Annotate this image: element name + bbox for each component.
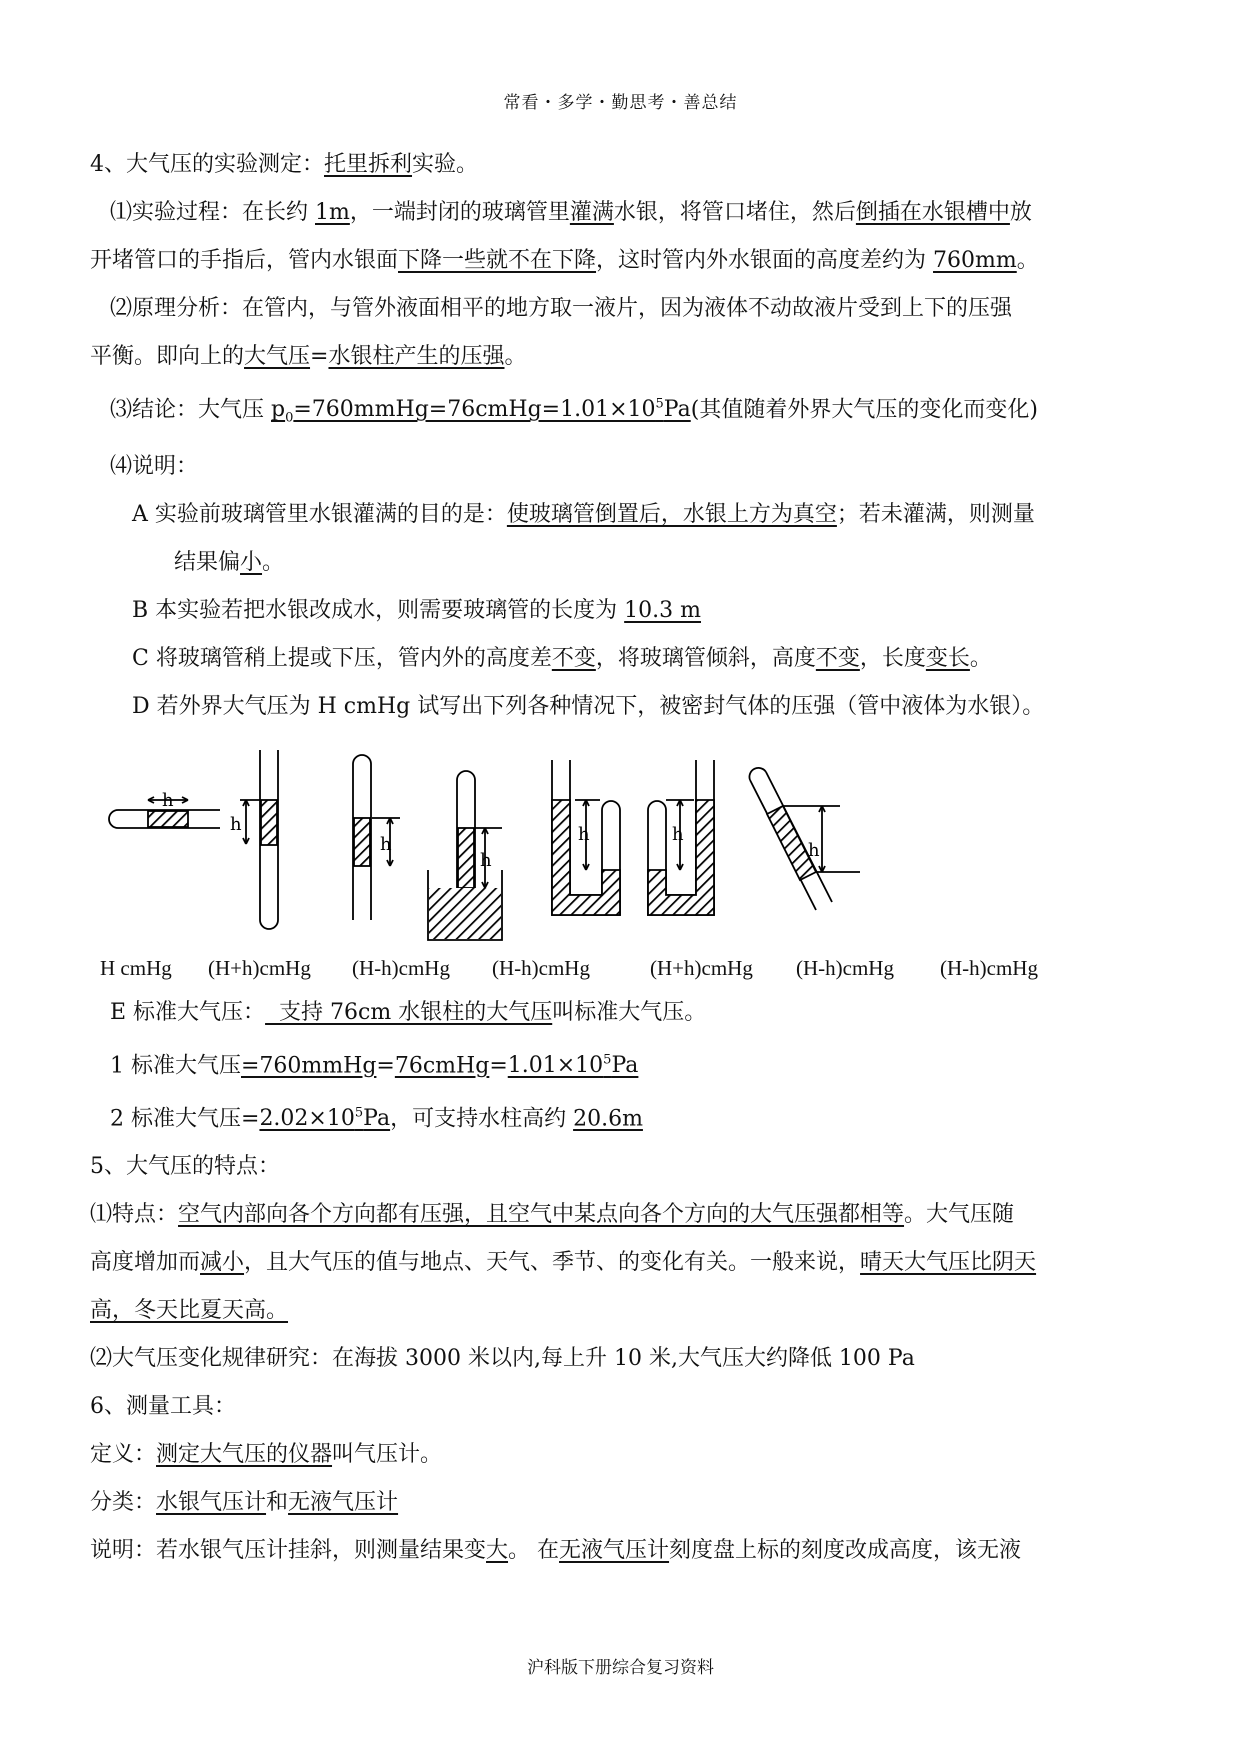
text: ，这时管内外水银面的高度差约为 xyxy=(596,248,934,273)
answer-blank: 小 xyxy=(240,549,263,575)
variation-rule: ⑵大气压变化规律研究：在海拔 3000 米以内,每上升 10 米,大气压大约降低 100 Pa xyxy=(90,1346,915,1372)
text: 叫标准大气压。 xyxy=(552,999,707,1025)
barometer-definition xyxy=(90,1440,1156,1469)
note-d: D 若外界大气压为 H cmHg 试写出下列各种情况下，被密封气体的压强（管中液体为水银）。 xyxy=(132,693,1045,719)
text: 高度增加而 xyxy=(90,1250,201,1276)
section-5-title: 5、大气压的特点： xyxy=(90,1154,280,1180)
superscript: 5 xyxy=(655,397,664,412)
answer-blank: 倒插在水银槽中 xyxy=(855,200,1010,225)
pressure-results-row xyxy=(90,950,1156,990)
diagram-label: h xyxy=(162,789,174,811)
text: ⑶结论：大气压 xyxy=(110,397,271,423)
text: 。 xyxy=(969,645,992,671)
diagram-inclined-tube xyxy=(749,768,860,910)
result-1: H cmHg xyxy=(100,955,172,980)
text: 放 xyxy=(1009,200,1032,225)
text: 2.02×10 xyxy=(259,1106,355,1132)
answer-blank: 760mm xyxy=(933,248,1017,273)
diagram-vertical-tube-inverted xyxy=(230,750,278,929)
superscript: 5 xyxy=(603,1052,612,1068)
answer-blank: 变长 xyxy=(925,645,970,671)
answer-blank: 76cmHg xyxy=(394,1053,490,1079)
tube-diagrams-svg xyxy=(100,740,1100,950)
standard-pressure-definition xyxy=(90,998,1156,1027)
text: 分类： xyxy=(90,1490,157,1516)
answer-blank: 支持 76cm 水银柱的大气压 xyxy=(265,999,553,1025)
answer-blank xyxy=(259,1106,390,1131)
note-a-line-1 xyxy=(90,500,1156,529)
answer-blank: 测定大气压的仪器 xyxy=(156,1442,333,1468)
diagram-tube-in-trough xyxy=(428,771,502,940)
diagram-label: h xyxy=(480,849,492,871)
text: =760mmHg=76cmHg=1.01×10 xyxy=(293,397,656,423)
text: 和 xyxy=(266,1490,289,1516)
answer-blank: 不变 xyxy=(815,645,860,671)
result-6: (H-h)cmHg xyxy=(796,955,894,980)
answer-blank: 大 xyxy=(486,1538,509,1564)
answer-blank xyxy=(508,1053,639,1078)
answer-blank: 无液气压计 xyxy=(288,1490,399,1516)
principle-line-2 xyxy=(90,342,1156,371)
text: ，长度 xyxy=(859,645,926,671)
answer-blank: 托里拆利 xyxy=(324,152,413,177)
text: 1 标准大气压 xyxy=(110,1053,241,1079)
answer-blank: 水银柱产生的压强 xyxy=(328,344,505,369)
text: 刻度盘上标的刻度改成高度，该无液 xyxy=(669,1538,1022,1564)
answer-blank: 大气压 xyxy=(244,344,311,369)
text: 水银，将管口堵住，然后 xyxy=(613,200,856,225)
document-body xyxy=(90,150,1156,1584)
barometer-classification xyxy=(90,1488,1156,1517)
text: ，可支持水柱高约 xyxy=(390,1106,574,1132)
text: A 实验前玻璃管里水银灌满的目的是： xyxy=(132,501,507,527)
one-atm-line xyxy=(90,1046,1156,1080)
diagram-label: h xyxy=(230,813,242,835)
conclusion-line xyxy=(90,390,1156,433)
text: 开堵管口的手指后，管内水银面 xyxy=(90,248,399,273)
superscript: 5 xyxy=(354,1106,364,1122)
text: 。 xyxy=(1016,248,1039,273)
features-line-2 xyxy=(90,1248,1156,1277)
diagram-u-tube-1 xyxy=(552,760,620,915)
text: Pa xyxy=(611,1053,639,1079)
result-3: (H-h)cmHg xyxy=(352,955,450,980)
text: 定义： xyxy=(90,1442,157,1468)
text: 。大气压随 xyxy=(904,1202,1015,1228)
explanation-heading: ⑷说明： xyxy=(110,453,199,479)
section-4-title xyxy=(90,150,1156,179)
tube-diagrams xyxy=(90,740,1156,950)
text: Pa xyxy=(363,1106,391,1132)
answer-blank: 空气内部向各个方向都有压强，且空气中某点向各个方向的大气压强都相等 xyxy=(178,1202,905,1228)
answer-blank: 20.6m xyxy=(573,1106,643,1132)
diagram-u-tube-2 xyxy=(648,760,714,915)
page-footer: 沪科版下册综合复习资料 xyxy=(527,1658,714,1678)
text: Pa xyxy=(663,397,691,423)
diagram-label: h xyxy=(380,833,392,855)
answer-blank: 1m xyxy=(315,200,350,225)
answer-blank: 使玻璃管倒置后，水银上方为真空 xyxy=(506,501,837,527)
result-4: (H-h)cmHg xyxy=(492,955,590,980)
text: ；若未灌满，则测量 xyxy=(836,501,1035,527)
result-7: (H-h)cmHg xyxy=(940,955,1038,980)
experiment-process-line-1 xyxy=(90,198,1156,227)
text: ，一端封闭的玻璃管里 xyxy=(349,200,570,225)
answer-blank: 不变 xyxy=(551,645,596,671)
diagram-label: h xyxy=(672,823,684,845)
result-5: (H+h)cmHg xyxy=(650,955,753,980)
text: = xyxy=(310,344,329,369)
text: 2 标准大气压= xyxy=(110,1106,260,1132)
text: C 将玻璃管稍上提或下压，管内外的高度差 xyxy=(132,645,552,671)
answer-blank: 无液气压计 xyxy=(559,1538,670,1564)
text: ⑴实验过程：在长约 xyxy=(110,200,315,225)
text: 。 在 xyxy=(508,1538,560,1564)
diagram-label: h xyxy=(808,839,820,861)
subscript: 0 xyxy=(285,410,294,426)
text: B 本实验若把水银改成水，则需要玻璃管的长度为 xyxy=(132,597,625,623)
experiment-process-line-2 xyxy=(90,246,1156,275)
text: (其值随着外界大气压的变化而变化) xyxy=(690,397,1038,423)
answer-blank: 晴天大气压比阴天 xyxy=(860,1250,1037,1276)
diagram-vertical-tube-closed-top xyxy=(353,755,400,920)
text: E 标准大气压： xyxy=(110,999,266,1025)
answer-blank: 水银气压计 xyxy=(156,1490,267,1516)
text: 平衡。即向上的 xyxy=(90,344,245,369)
result-2: (H+h)cmHg xyxy=(208,955,311,980)
note-c xyxy=(90,644,1156,673)
text: 。 xyxy=(504,344,527,369)
answer-blank xyxy=(271,397,691,426)
answer-blank: 减小 xyxy=(200,1250,245,1276)
text: ⑴特点： xyxy=(90,1202,179,1228)
answer-blank: 灌满 xyxy=(569,200,614,225)
text: 。 xyxy=(262,549,285,575)
text: 1.01×10 xyxy=(507,1053,604,1079)
text: 4、大气压的实验测定： xyxy=(90,152,324,177)
text: p xyxy=(271,397,286,423)
text: 叫气压计。 xyxy=(332,1442,443,1468)
diagram-label: h xyxy=(578,823,590,845)
text: ，将玻璃管倾斜，高度 xyxy=(595,645,816,671)
page-header: 常看・多学・勤思考・善总结 xyxy=(503,93,738,113)
answer-blank: 下降一些就不在下降 xyxy=(398,248,597,273)
diagram-horizontal-tube xyxy=(109,790,220,828)
note-b xyxy=(90,596,1156,625)
text: = xyxy=(489,1053,508,1079)
text: 实验。 xyxy=(412,152,479,177)
barometer-note xyxy=(90,1536,1156,1565)
features-line-3 xyxy=(90,1296,1156,1325)
two-atm-line xyxy=(90,1099,1156,1133)
principle-line-1: ⑵原理分析：在管内，与管外液面相平的地方取一液片，因为液体不动故液片受到上下的压强 xyxy=(110,296,1013,321)
answer-blank: 10.3 m xyxy=(624,597,701,623)
text: ，且大气压的值与地点、天气、季节、的变化有关。一般来说， xyxy=(244,1250,861,1276)
text: 结果偏 xyxy=(174,549,241,575)
answer-blank: 高，冬天比夏天高。 xyxy=(90,1298,289,1324)
answer-blank: =760mmHg xyxy=(241,1053,377,1079)
section-6-title: 6、测量工具： xyxy=(90,1394,236,1420)
note-a-line-2 xyxy=(90,548,1156,577)
text: 说明：若水银气压计挂斜，则测量结果变 xyxy=(90,1538,487,1564)
features-line-1 xyxy=(90,1200,1156,1229)
text: = xyxy=(376,1053,395,1079)
